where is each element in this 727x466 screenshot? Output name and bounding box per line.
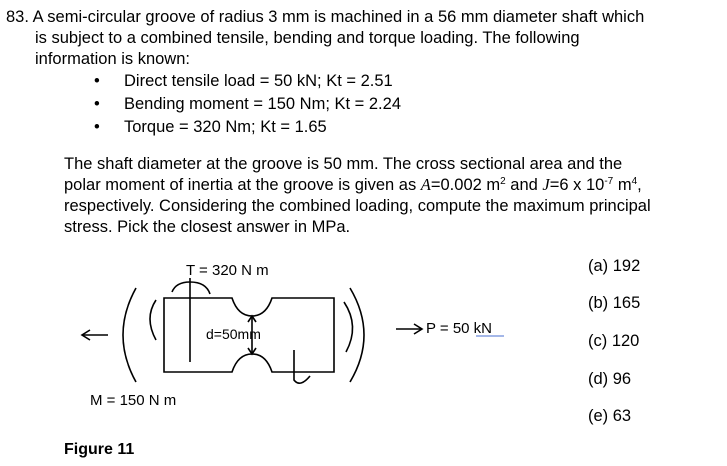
area-exponent: 2 bbox=[500, 176, 506, 187]
diameter-label: d=50mm bbox=[206, 326, 261, 342]
force-label: P = 50 kN bbox=[426, 320, 493, 337]
option-b: (b) 165 bbox=[588, 294, 641, 312]
bullet-text: Direct tensile load = 50 kN; Kt = 2.51 bbox=[124, 72, 393, 90]
bullet-text: Bending moment = 150 Nm; Kt = 2.24 bbox=[124, 95, 401, 113]
bullet-item-bending bbox=[94, 94, 401, 114]
area-value: =0.002 m bbox=[430, 176, 501, 194]
paragraph-line-2 bbox=[64, 175, 642, 195]
paragraph-text: and bbox=[505, 176, 543, 194]
figure-caption: Figure 11 bbox=[64, 441, 135, 458]
moment-label: M = 150 N m bbox=[90, 392, 177, 409]
left-moment-arc bbox=[123, 288, 136, 382]
paragraph-text: polar moment of inertia at the groove is given as bbox=[64, 176, 421, 194]
shaft-figure bbox=[60, 256, 530, 426]
paragraph-line-3: respectively. Considering the combined loading, compute the maximum principal bbox=[64, 197, 651, 215]
paragraph-line-4: stress. Pick the closest answer in MPa. bbox=[64, 218, 351, 236]
bullet-symbol: • bbox=[94, 95, 100, 113]
torque-label: T = 320 N m bbox=[186, 262, 269, 279]
question-line-2: is subject to a combined tensile, bending and torque loading. The following bbox=[35, 29, 580, 47]
question-line-1 bbox=[6, 7, 644, 27]
option-e: (e) 63 bbox=[588, 407, 632, 425]
polar-moment-value: =6 x 10 bbox=[549, 176, 605, 194]
polar-moment-unit: m bbox=[613, 176, 632, 194]
unit-exponent: 4 bbox=[631, 176, 638, 187]
bullet-symbol: • bbox=[94, 118, 100, 136]
bottom-torque-hook bbox=[294, 350, 310, 383]
polar-moment-exponent: -7 bbox=[604, 176, 614, 187]
option-d: (d) 96 bbox=[588, 370, 632, 388]
paragraph-line-1: The shaft diameter at the groove is 50 mm. The cross sectional area and the bbox=[64, 155, 623, 173]
question-number: 83. bbox=[6, 8, 29, 26]
bullet-item-torque bbox=[94, 117, 327, 137]
question-line-3: information is known: bbox=[35, 50, 190, 68]
bullet-text: Torque = 320 Nm; Kt = 1.65 bbox=[124, 118, 327, 136]
right-torque-arc bbox=[344, 302, 353, 352]
area-symbol: A bbox=[420, 175, 431, 194]
polar-moment-symbol: J bbox=[542, 175, 550, 194]
question-text-1: A semi-circular groove of radius 3 mm is machined in a 56 mm diameter shaft which bbox=[32, 8, 645, 26]
bullet-item-tensile bbox=[94, 71, 393, 91]
torque-arrow-arc bbox=[172, 282, 210, 294]
left-torque-arc bbox=[150, 300, 156, 340]
option-a: (a) 192 bbox=[588, 257, 641, 275]
option-c: (c) 120 bbox=[588, 332, 640, 350]
paragraph-text: , bbox=[637, 176, 642, 194]
bullet-symbol: • bbox=[94, 72, 100, 90]
